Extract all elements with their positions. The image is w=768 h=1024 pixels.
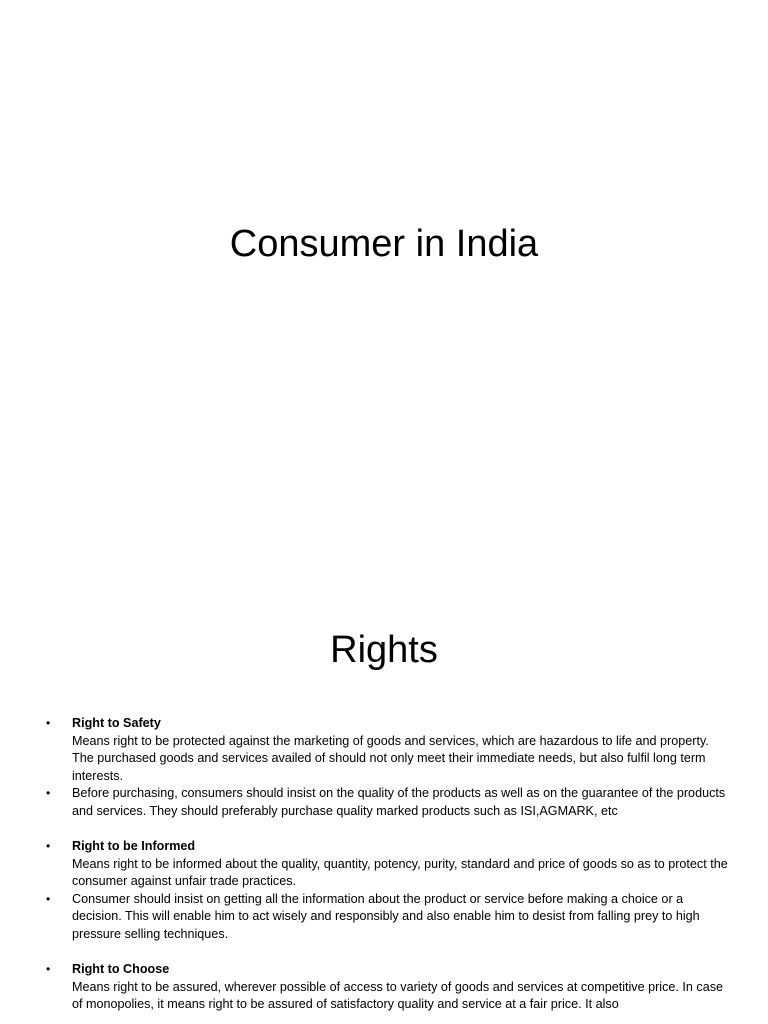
item-text: Consumer should insist on getting all the information about the product or service before making a choice or a decision. This will enable him to act wisely and responsibly and also enable him to desist from falling prey to high pressure selling techniques. xyxy=(72,891,700,941)
item-heading: Right to Choose xyxy=(72,962,170,976)
bullet-icon: • xyxy=(46,962,51,976)
bullet-icon: • xyxy=(46,891,51,906)
bullet-icon: • xyxy=(46,716,51,730)
presentation-title: Consumer in India xyxy=(229,223,539,265)
list-item xyxy=(42,838,732,891)
list-item xyxy=(42,715,732,785)
slide-heading: Rights xyxy=(330,629,438,671)
item-text: Means right to be assured, wherever possible of access to variety of goods and services at competitive price. In case of monopolies, it means right to be assured of satisfactory quality and service at a fair price. It also xyxy=(72,979,724,1011)
list-item xyxy=(42,961,732,1014)
list-item xyxy=(42,891,732,944)
item-text: Before purchasing, consumers should insist on the quality of the products as well as on the guarantee of the products and services. They should preferably purchase quality marked products such as ISI,AGMARK, etc xyxy=(72,786,726,818)
list-item xyxy=(42,785,732,820)
item-heading: Right to be Informed xyxy=(72,839,196,853)
item-text: Means right to be informed about the quality, quantity, potency, purity, standard and price of goods so as to protect the consumer against unfair trade practices. xyxy=(72,856,728,888)
bullet-icon: • xyxy=(46,839,51,853)
slide-rights xyxy=(0,576,768,1024)
item-text: Means right to be protected against the marketing of goods and services, which are hazardous to life and property. The purchased goods and services availed of should not only meet their immediate needs, but also fulfil long term interests. xyxy=(72,733,709,783)
item-heading: Right to Safety xyxy=(72,716,161,730)
bullet-icon: • xyxy=(46,786,51,800)
rights-list xyxy=(42,715,732,1014)
